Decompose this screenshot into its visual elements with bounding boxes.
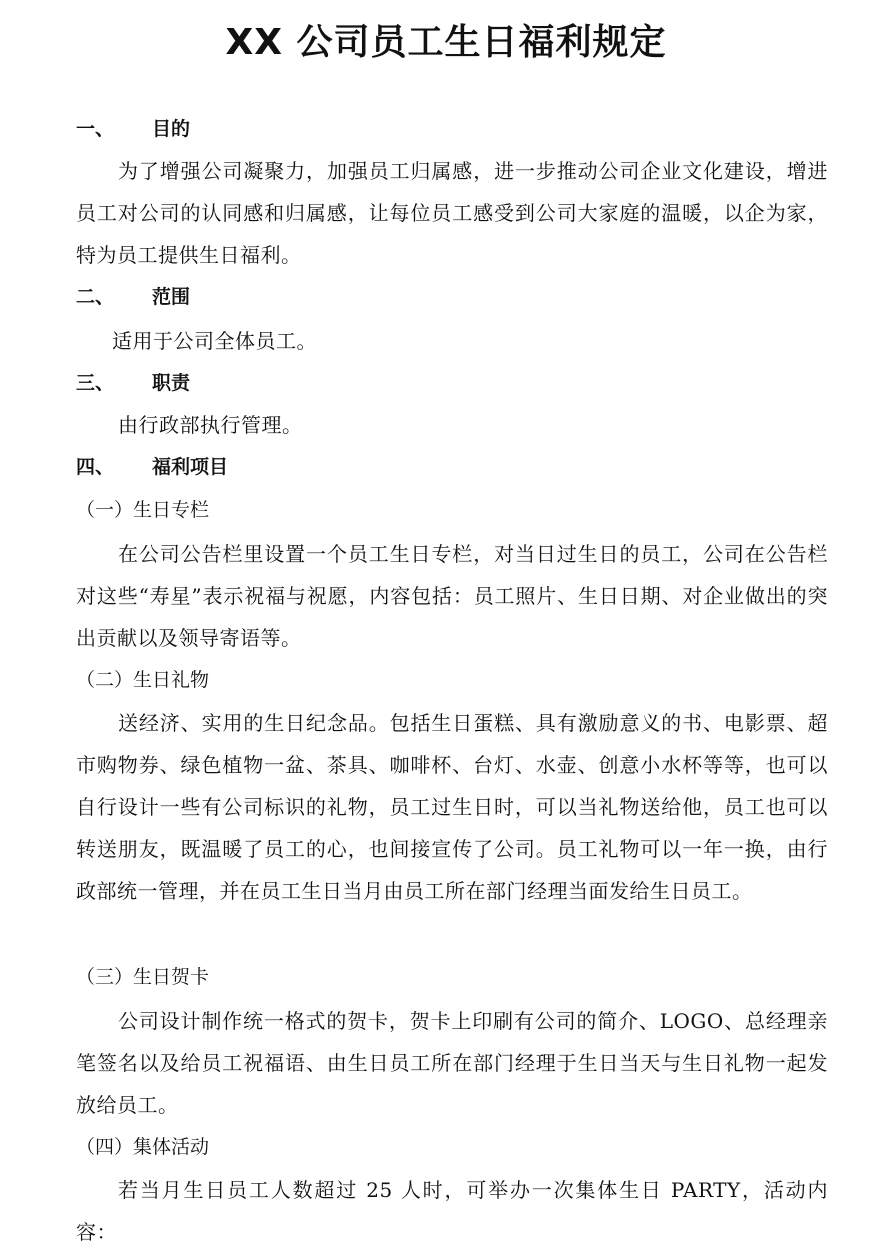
section-title: 职责 [152,372,191,394]
paragraph-scope: 适用于公司全体员工。 [112,329,317,353]
section-heading-responsibility [76,368,190,398]
paragraph-group-activity: 若当月生日员工人数超过 25 人时，可举办一次集体生日 PARTY，活动内容： [76,1178,828,1244]
section-heading-purpose [76,114,190,144]
subsection-birthday-column: （一）生日专栏 [76,499,210,521]
subsection-birthday-gift: （二）生日礼物 [76,669,210,691]
section-number: 一、 [76,118,115,140]
section-number: 三、 [76,372,115,394]
subsection-group-activity: （四）集体活动 [76,1136,210,1158]
paragraph-birthday-gift: 送经济、实用的生日纪念品。包括生日蛋糕、具有激励意义的书、电影票、超市购物券、绿色植物一盆、茶具、咖啡杯、台灯、水壶、创意小水杯等等，也可以自行设计一些有公司标识的礼物，员工过生日时，可以当礼物送给他，员工也可以转送朋友，既温暖了员工的心，也间接宣传了公司。员工礼物可以一年一换，由行政部统一管理，并在员工生日当月由员工所在部门经理当面发给生日员工。 [76,711,828,903]
document-title: XX 公司员工生日福利规定 [225,22,667,63]
section-title: 福利项目 [152,456,229,478]
paragraph-purpose: 为了增强公司凝聚力，加强员工归属感，进一步推动公司企业文化建设，增进员工对公司的认同感和归属感，让每位员工感受到公司大家庭的温暖，以企为家，特为员工提供生日福利。 [76,159,828,267]
section-heading-scope [76,282,190,312]
section-number: 二、 [76,286,115,308]
subsection-birthday-card: （三）生日贺卡 [76,966,210,988]
paragraph-birthday-column: 在公司公告栏里设置一个员工生日专栏，对当日过生日的员工，公司在公告栏对这些“寿星”表示祝福与祝愿，内容包括：员工照片、生日日期、对企业做出的突出贡献以及领导寄语等。 [76,542,828,650]
section-heading-benefits [76,452,228,482]
section-number: 四、 [76,456,115,478]
section-title: 范围 [152,286,191,308]
section-title: 目的 [152,118,191,140]
paragraph-responsibility: 由行政部执行管理。 [118,413,303,437]
paragraph-birthday-card: 公司设计制作统一格式的贺卡，贺卡上印刷有公司的简介、LOGO、总经理亲笔签名以及给员工祝福语、由生日员工所在部门经理于生日当天与生日礼物一起发放给员工。 [76,1009,828,1117]
